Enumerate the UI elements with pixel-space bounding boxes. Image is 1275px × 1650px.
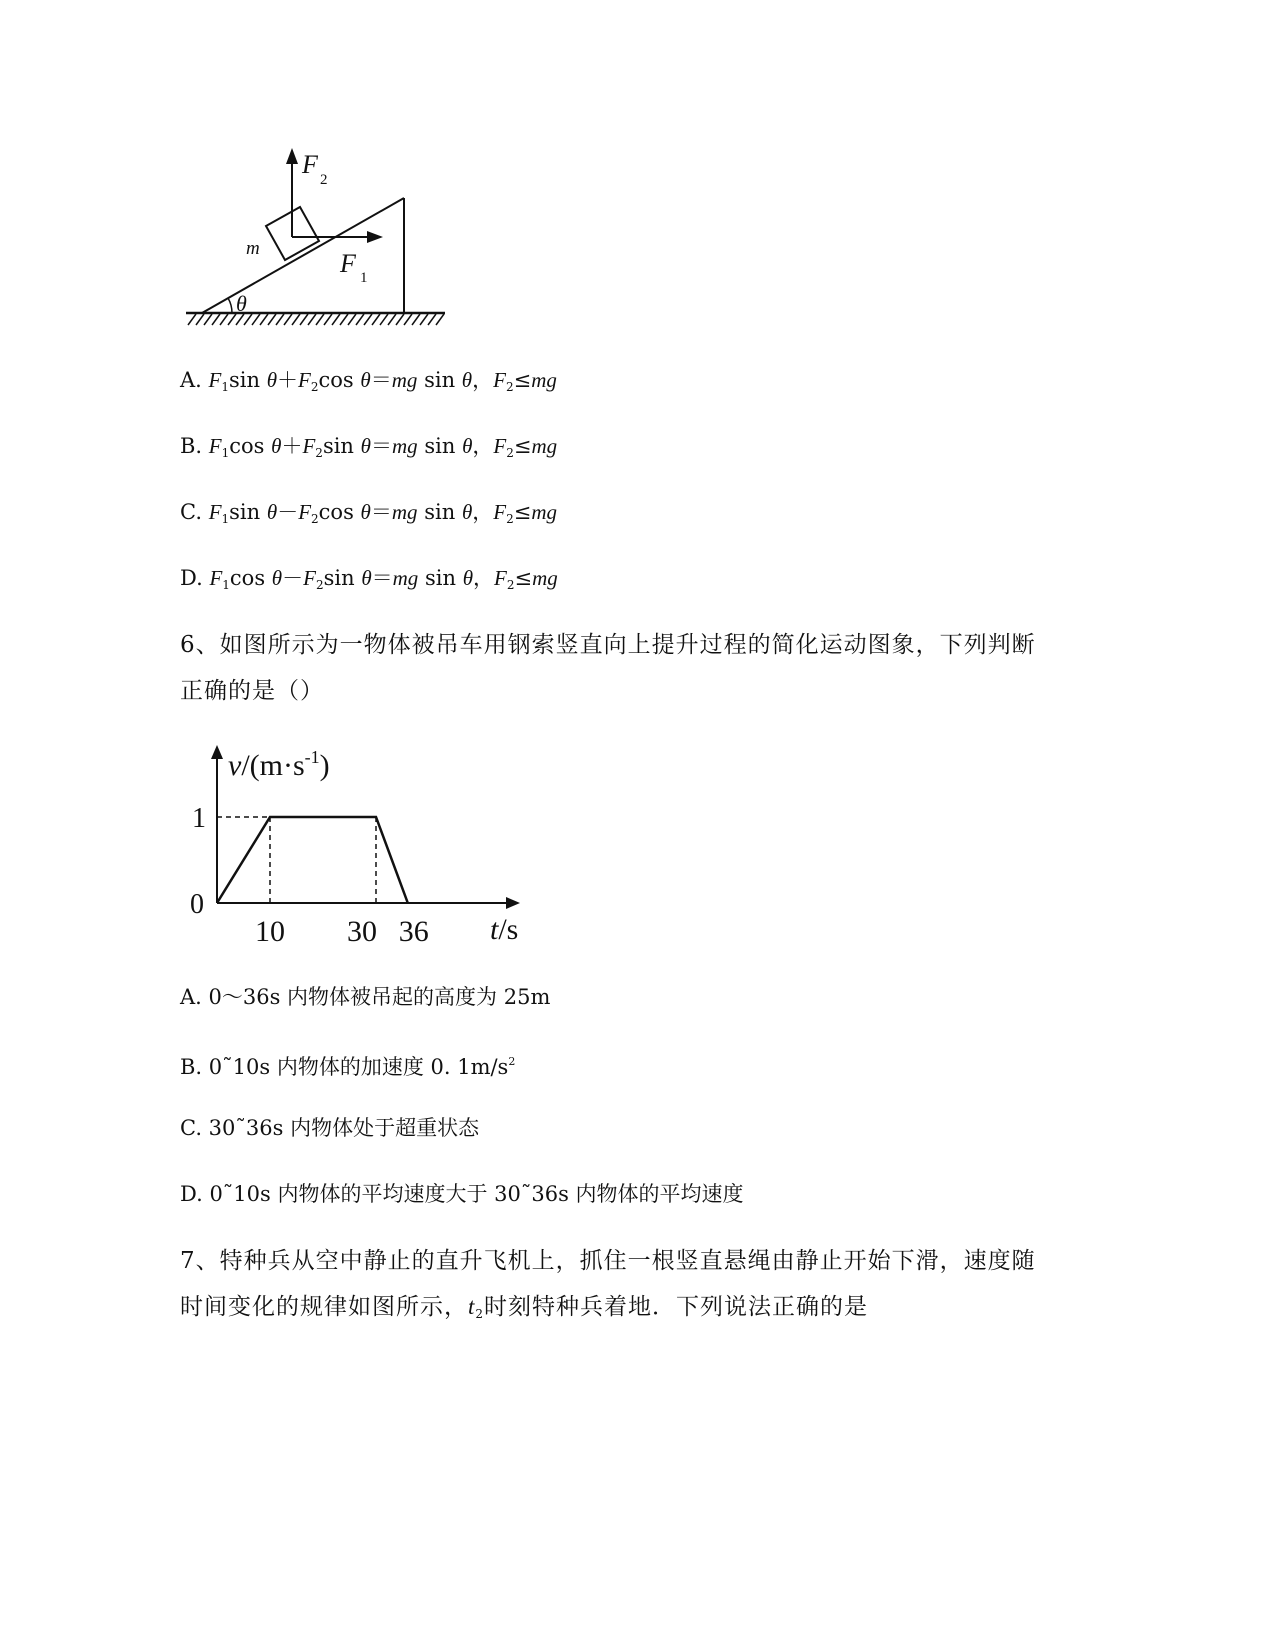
q7-stem-line2	[180, 1284, 1080, 1337]
trig-fn: cos	[229, 434, 265, 458]
subscript: 2	[475, 1307, 485, 1321]
le-symbol: ≤	[513, 500, 532, 524]
q5-option-a	[180, 365, 557, 402]
y-axis-arrowhead	[211, 745, 223, 759]
trig-fn: sin	[323, 566, 355, 590]
option-letter: C.	[180, 500, 202, 524]
equals: ＝	[370, 434, 392, 458]
x-axis-arrowhead	[506, 897, 520, 909]
theta-symbol: θ	[461, 368, 473, 392]
mg-symbol: mg	[392, 566, 419, 590]
f-symbol: F	[209, 566, 223, 590]
mg-symbol: mg	[531, 368, 557, 392]
theta-symbol: θ	[271, 434, 282, 458]
f1-arrowhead	[367, 231, 383, 243]
q6-option-d: D. 0˜10s 内物体的平均速度大于 30˜36s 内物体的平均速度	[180, 1182, 744, 1206]
trig-fn: sin	[424, 368, 456, 392]
x-tick-36: 36	[398, 915, 429, 948]
trig-fn: cos	[318, 368, 354, 392]
theta-symbol: θ	[462, 566, 474, 590]
velocity-line	[217, 817, 408, 903]
option-letter: A.	[180, 368, 202, 392]
f-symbol: F	[303, 566, 316, 590]
f2-subscript: 2	[320, 172, 328, 188]
trig-fn: sin	[229, 368, 261, 392]
q7-stem-line1: 7、特种兵从空中静止的直升飞机上，抓住一根竖直悬绳由静止开始下滑，速度随	[180, 1248, 1036, 1274]
f-symbol: F	[493, 368, 506, 392]
subscript: 2	[506, 578, 515, 592]
subscript: 2	[315, 446, 323, 460]
trig-fn: sin	[424, 500, 456, 524]
mass-label: m	[246, 238, 260, 259]
vt-chart	[180, 735, 540, 955]
q5-option-b	[180, 431, 557, 468]
vt-data-group	[217, 817, 429, 948]
subscript: 1	[221, 512, 230, 526]
le-symbol: ≤	[514, 566, 533, 590]
f-symbol: F	[494, 566, 507, 590]
trig-fn: sin	[424, 434, 456, 458]
trig-fn: cos	[318, 500, 354, 524]
mg-symbol: mg	[391, 434, 418, 458]
subscript: 1	[221, 446, 230, 460]
f-symbol: F	[208, 434, 222, 458]
q7-stem-post: 时刻特种兵着地．下列说法正确的是	[484, 1294, 869, 1320]
subscript: 2	[505, 380, 514, 394]
trig-fn: sin	[229, 500, 261, 524]
option-letter: B.	[180, 434, 203, 458]
trig-fn: sin	[425, 566, 457, 590]
theta-symbol: θ	[461, 500, 473, 524]
ground-hatching	[188, 314, 444, 325]
subscript: 2	[315, 578, 324, 592]
theta-symbol: θ	[271, 566, 283, 590]
t-symbol: t	[468, 1294, 476, 1319]
f-symbol: F	[208, 500, 222, 524]
q7-stem-pre: 时间变化的规律如图所示，	[180, 1294, 468, 1320]
subscript: 2	[506, 512, 514, 526]
operator: －	[282, 566, 304, 590]
angle-arc	[228, 298, 232, 313]
le-symbol: ≤	[513, 434, 532, 458]
f2-arrowhead	[286, 148, 298, 164]
mg-symbol: mg	[391, 368, 418, 392]
theta-symbol: θ	[266, 368, 278, 392]
f2-label: F	[302, 150, 318, 179]
le-symbol: ≤	[513, 368, 532, 392]
q6-stem-line1: 6、如图所示为一物体被吊车用钢索竖直向上提升过程的简化运动图象，下列判断	[180, 632, 1036, 658]
theta-symbol: θ	[360, 500, 371, 524]
f1-label: F	[340, 249, 356, 278]
equals: ＝	[371, 566, 393, 590]
x-tick-10: 10	[255, 915, 285, 948]
comma: ，	[472, 434, 494, 458]
mg-symbol: mg	[531, 500, 558, 524]
q6-option-b	[180, 1047, 515, 1082]
subscript: 2	[311, 512, 319, 526]
option-letter: D.	[180, 566, 203, 590]
comma: ，	[473, 566, 495, 590]
subscript: 1	[222, 578, 230, 592]
incline-figure	[180, 140, 460, 340]
theta-symbol: θ	[361, 566, 372, 590]
y-tick-1: 1	[192, 803, 206, 834]
operator: ＋	[281, 434, 303, 458]
q6-stem-line2: 正确的是（）	[180, 678, 324, 704]
f-symbol: F	[493, 434, 507, 458]
subscript: 2	[506, 446, 514, 460]
q5-option-c	[180, 497, 557, 534]
f-symbol: F	[302, 434, 316, 458]
y-tick-0: 0	[190, 889, 204, 920]
theta-symbol: θ	[462, 434, 473, 458]
f-symbol: F	[298, 368, 311, 392]
comma: ，	[472, 368, 494, 392]
q6-option-b-text: B. 0˜10s 内物体的加速度 0. 1m/s	[180, 1055, 509, 1079]
mg-symbol: mg	[532, 566, 558, 590]
operator: ＋	[277, 368, 299, 392]
q6-stem	[180, 622, 1080, 714]
equals: ＝	[370, 500, 392, 524]
x-tick-30: 30	[347, 915, 377, 948]
q6-option-a: A. 0～36s 内物体被吊起的高度为 25m	[180, 985, 551, 1009]
f1-subscript: 1	[360, 270, 368, 286]
subscript: 2	[310, 380, 319, 394]
x-axis-label: t/s	[490, 913, 519, 946]
trig-fn: sin	[322, 434, 354, 458]
q7-stem	[180, 1238, 1080, 1337]
theta-symbol: θ	[360, 434, 371, 458]
equals: ＝	[370, 368, 392, 392]
theta-symbol: θ	[360, 368, 371, 392]
q6-option-c: C. 30˜36s 内物体处于超重状态	[180, 1116, 480, 1140]
subscript: 1	[221, 380, 229, 394]
f-symbol: F	[208, 368, 222, 392]
mg-symbol: mg	[391, 500, 418, 524]
mg-symbol: mg	[531, 434, 558, 458]
theta-symbol: θ	[266, 500, 278, 524]
vt-chart-svg	[180, 735, 540, 955]
f-symbol: F	[493, 500, 507, 524]
incline-diagram	[180, 140, 460, 340]
superscript: 2	[508, 1055, 516, 1068]
comma: ，	[472, 500, 494, 524]
q5-option-d	[180, 563, 558, 600]
angle-label: θ	[236, 291, 247, 316]
operator: －	[277, 500, 299, 524]
trig-fn: cos	[229, 566, 266, 590]
y-axis-label: $v/(m\cdot s^{-1})$	[228, 747, 330, 782]
f-symbol: F	[298, 500, 312, 524]
